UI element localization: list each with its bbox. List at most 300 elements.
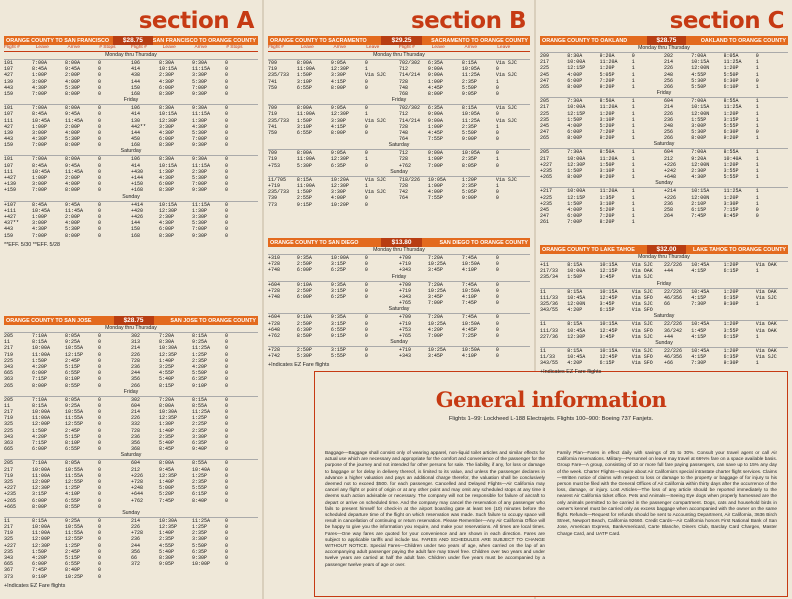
arrival-time: 6:55P bbox=[64, 370, 80, 377]
departure-time: 2:30P bbox=[158, 72, 174, 79]
flight-number: +265 bbox=[4, 497, 17, 504]
flight-number: 236 bbox=[131, 363, 141, 370]
departure-time: 10:15A bbox=[691, 59, 710, 66]
stops: 0 bbox=[224, 542, 228, 549]
departure-time: 6:55P bbox=[296, 84, 312, 91]
stops: 0 bbox=[224, 548, 228, 555]
day-group-columns bbox=[268, 314, 530, 339]
arrival-time: 7:45A bbox=[461, 314, 477, 321]
flight-number: 373 bbox=[4, 573, 14, 580]
departure-time: 4:55P bbox=[158, 542, 174, 549]
day-group-label: Sunday bbox=[4, 194, 258, 202]
departure-time: 1:40P bbox=[158, 478, 174, 485]
flight-number: 719 bbox=[268, 156, 278, 163]
departure-time: 4:30P bbox=[691, 174, 707, 181]
stops: 1 bbox=[631, 98, 635, 105]
day-group-columns bbox=[4, 202, 258, 239]
arrival-time: 9:30P bbox=[723, 360, 739, 367]
departure-time: 7:10A bbox=[31, 333, 47, 339]
departure-time: 12:15P bbox=[567, 110, 586, 117]
departure-time: 4:15P bbox=[691, 354, 707, 361]
arrival-time: 2:35P bbox=[191, 427, 207, 434]
stops: 1 bbox=[755, 300, 759, 307]
flight-number: 604 bbox=[131, 402, 141, 409]
stops: 0 bbox=[364, 129, 368, 136]
flight-number: 226 bbox=[131, 351, 141, 358]
stops: 0 bbox=[97, 111, 101, 118]
left-direction-column bbox=[4, 397, 131, 453]
departure-time: 10:45A bbox=[567, 354, 586, 361]
stops: 0 bbox=[364, 201, 368, 208]
flight-number: 768 bbox=[399, 90, 409, 97]
stops: 0 bbox=[224, 123, 228, 130]
flight-number: +719 bbox=[399, 261, 412, 268]
flight-number: 343 bbox=[4, 555, 14, 561]
stops: 0 bbox=[224, 111, 228, 118]
arrival-time: 12:30P bbox=[330, 66, 349, 73]
arrival-time: 11:15A bbox=[191, 162, 210, 169]
arrival-time: 5:05P bbox=[461, 189, 477, 196]
arrival-time: 12:55P bbox=[64, 478, 83, 485]
arrival-time: 9:45A bbox=[64, 66, 80, 73]
stops: 0 bbox=[224, 363, 228, 370]
departure-time: 6:00P bbox=[158, 181, 174, 188]
arrival-time: 6:15P bbox=[599, 307, 615, 314]
flight-number: 11 bbox=[4, 339, 11, 346]
departure-time: 8:15A bbox=[296, 176, 312, 183]
stops: 1 bbox=[631, 104, 635, 111]
day-group-label: Sunday bbox=[4, 510, 258, 518]
stops: 0 bbox=[224, 409, 228, 416]
arrival-time: 2:00P bbox=[64, 72, 80, 79]
flight-number: +709 bbox=[399, 255, 412, 261]
arrival-time: 8:55P bbox=[64, 382, 80, 389]
route-footnote: +Indicates EZ Fare flights bbox=[540, 369, 602, 376]
stops: 0 bbox=[364, 150, 368, 157]
arrival-time: 5:55P bbox=[330, 353, 346, 360]
stops: 1 bbox=[755, 135, 759, 142]
stops: 0 bbox=[97, 333, 101, 339]
arrival-time: 4:20P bbox=[191, 363, 207, 370]
stops: Via SJC bbox=[364, 176, 386, 183]
stops: 1 bbox=[364, 111, 368, 118]
flight-number: 764 bbox=[399, 136, 409, 143]
departure-time: 8:45A bbox=[31, 201, 47, 208]
stops: 1 bbox=[631, 161, 635, 168]
flight-number: 264 bbox=[664, 213, 674, 220]
right-direction-column bbox=[664, 98, 788, 141]
stops: 1 bbox=[495, 78, 499, 85]
column-header: # Stops bbox=[226, 45, 243, 50]
departure-time: 7:30A bbox=[567, 149, 583, 156]
arrival-time: 9:45A bbox=[64, 201, 80, 208]
arrival-time: 8:20P bbox=[599, 219, 615, 226]
arrival-time: 3:45P bbox=[599, 300, 615, 307]
stops: 1 bbox=[631, 188, 635, 195]
flight-number: +139 bbox=[4, 181, 17, 188]
departure-time: 8:00A bbox=[296, 150, 312, 157]
stops: 1 bbox=[755, 83, 759, 90]
flight-number: 245 bbox=[540, 122, 550, 129]
flight-number: 248 bbox=[664, 71, 674, 78]
flight-number: 236 bbox=[131, 433, 141, 440]
stops: 0 bbox=[224, 129, 228, 136]
arrival-time: 8:10P bbox=[64, 440, 80, 446]
flight-number: 414 bbox=[131, 66, 141, 73]
stops: 0 bbox=[495, 84, 499, 91]
flight-number: 107 bbox=[4, 66, 14, 73]
departure-time: 8:50P bbox=[296, 332, 312, 339]
stops: Via SJC bbox=[755, 294, 777, 301]
arrival-time: 11:25A bbox=[191, 345, 210, 352]
flight-number: 702/302 bbox=[399, 105, 421, 112]
departure-time: 3:00P bbox=[691, 122, 707, 129]
flight-number: +604 bbox=[268, 281, 281, 288]
day-group-label: Friday bbox=[4, 97, 258, 105]
arrival-time: 2:45P bbox=[64, 548, 80, 555]
day-group-columns bbox=[540, 348, 788, 367]
arrival-time: 11:15A bbox=[191, 201, 210, 208]
departure-time: 1:00P bbox=[31, 123, 47, 130]
departure-time: 1:00P bbox=[31, 72, 47, 79]
arrival-time: 10:40A bbox=[191, 466, 210, 473]
right-direction-column bbox=[131, 460, 258, 510]
stops: 0 bbox=[97, 142, 101, 149]
departure-time: 1:30P bbox=[158, 168, 174, 175]
flight-number: 217 bbox=[540, 59, 550, 66]
flight-number: 106 bbox=[131, 156, 141, 163]
departure-time: 7:00A bbox=[31, 105, 47, 112]
stops: 0 bbox=[97, 136, 101, 143]
stops: Via OAK bbox=[755, 327, 777, 334]
flight-row bbox=[399, 195, 530, 201]
departure-time: 9:15P bbox=[296, 201, 312, 208]
departure-time: 7:15P bbox=[31, 440, 47, 446]
stops: 0 bbox=[495, 287, 499, 294]
flight-number: 101 bbox=[4, 156, 14, 163]
departure-time: 5:20P bbox=[158, 491, 174, 498]
day-group bbox=[268, 97, 530, 142]
flight-number: +644 bbox=[131, 491, 144, 498]
route-from-label: ORANGE COUNTY TO LAKE TAHOE bbox=[542, 246, 635, 253]
flight-number: 235/733 bbox=[268, 72, 290, 79]
arrival-time: 2:00P bbox=[64, 123, 80, 130]
stops: 0 bbox=[224, 555, 228, 561]
departure-time: 7:20A bbox=[427, 255, 443, 261]
stops: 1 bbox=[755, 200, 759, 207]
departure-time: 10:00A bbox=[567, 268, 586, 275]
departure-time: 8:00A bbox=[296, 105, 312, 112]
flight-number: 66 bbox=[131, 555, 138, 561]
stops: 0 bbox=[224, 345, 228, 352]
arrival-time: 9:25A bbox=[191, 339, 207, 346]
flight-number: 714/214 bbox=[399, 72, 421, 79]
departure-time: 1:40P bbox=[158, 427, 174, 434]
arrival-time: 1:25P bbox=[191, 415, 207, 422]
right-direction-column bbox=[131, 397, 258, 453]
day-group-label: Friday bbox=[540, 90, 788, 98]
departure-time: 1:50P bbox=[296, 189, 312, 196]
arrival-time: 3:45P bbox=[599, 333, 615, 340]
flight-number: +604 bbox=[268, 314, 281, 321]
stops: 0 bbox=[224, 201, 228, 208]
stops: 0 bbox=[495, 347, 499, 354]
stops: 0 bbox=[224, 156, 228, 163]
stops: 0 bbox=[224, 357, 228, 364]
stops: Via SJC bbox=[631, 274, 653, 281]
stops: Via SJC bbox=[631, 333, 653, 340]
flight-row bbox=[268, 353, 399, 359]
departure-time: 7:00P bbox=[31, 142, 47, 149]
departure-time: 6:00P bbox=[31, 497, 47, 504]
stops: 1 bbox=[755, 155, 759, 162]
flight-number: 235/733 bbox=[268, 189, 290, 196]
departure-time: 4:00P bbox=[567, 71, 583, 78]
arrival-time: 8:45P bbox=[723, 213, 739, 220]
departure-time: 3:10P bbox=[296, 123, 312, 130]
stops: 0 bbox=[97, 466, 101, 473]
departure-time: 6:00P bbox=[158, 84, 174, 91]
column-header: # Stops bbox=[99, 45, 116, 50]
stops: 1 bbox=[755, 116, 759, 123]
flight-number: +426 bbox=[131, 213, 144, 220]
stops: 0 bbox=[224, 136, 228, 143]
arrival-time: 1:20P bbox=[723, 262, 739, 268]
arrival-time: 6:55P bbox=[64, 446, 80, 453]
flight-number: +227 bbox=[540, 161, 553, 168]
flight-number: 719 bbox=[4, 472, 14, 479]
stops: 0 bbox=[97, 573, 101, 580]
day-group bbox=[4, 97, 258, 148]
arrival-time: 7:20P bbox=[599, 213, 615, 220]
arrival-time: 1:20P bbox=[723, 110, 739, 117]
arrival-time: 8:00P bbox=[64, 232, 80, 239]
route-footnote: +Indicates EZ Fare flights bbox=[268, 362, 330, 369]
flight-number: +235 bbox=[4, 491, 17, 498]
departure-time: 7:45P bbox=[31, 567, 47, 574]
flight-number: +235 bbox=[540, 200, 553, 207]
departure-time: 1:00P bbox=[427, 156, 443, 163]
flight-number: +265 bbox=[540, 174, 553, 181]
departure-time: 8:30P bbox=[158, 555, 174, 561]
arrival-time: 5:15P bbox=[64, 433, 80, 440]
flight-number: 205 bbox=[4, 460, 14, 467]
flight-number: 159 bbox=[4, 90, 14, 97]
stops: Via SFO bbox=[631, 327, 653, 334]
flight-number: 759 bbox=[268, 84, 278, 91]
arrival-time: 2:35P bbox=[191, 357, 207, 364]
departure-time: 10:45A bbox=[31, 207, 50, 214]
arrival-time: 6:55P bbox=[64, 561, 80, 568]
stops: 1 bbox=[631, 149, 635, 156]
departure-time: 1:55P bbox=[691, 116, 707, 123]
stops: 0 bbox=[224, 333, 228, 339]
arrival-time: 5:50P bbox=[191, 542, 207, 549]
departure-time: 11:00A bbox=[31, 415, 50, 422]
day-group-columns bbox=[540, 53, 788, 90]
arrival-time: 5:20P bbox=[599, 122, 615, 129]
arrival-time: 5:30P bbox=[191, 220, 207, 227]
stops: 0 bbox=[495, 300, 499, 307]
flight-row bbox=[131, 498, 258, 504]
arrival-time: 2:35P bbox=[461, 156, 477, 163]
departure-time: 7:20A bbox=[158, 333, 174, 339]
day-group bbox=[540, 180, 788, 225]
arrival-time: 3:10P bbox=[599, 200, 615, 207]
flight-number: 759 bbox=[268, 129, 278, 136]
departure-time: 8:30P bbox=[158, 142, 174, 149]
flight-number: 748 bbox=[399, 84, 409, 91]
stops: 1 bbox=[631, 219, 635, 226]
stops: 0 bbox=[97, 524, 101, 531]
arrival-time: 11:25A bbox=[191, 517, 210, 524]
stops: 1 bbox=[631, 200, 635, 207]
flight-number: 718/226 bbox=[399, 176, 421, 183]
flight-number: +310 bbox=[268, 255, 281, 261]
day-group-columns bbox=[268, 150, 530, 169]
arrival-time: 1:30P bbox=[191, 117, 207, 124]
flight-number: 205 bbox=[540, 98, 550, 105]
stops: 0 bbox=[97, 396, 101, 403]
stops: 0 bbox=[97, 370, 101, 377]
stops: 0 bbox=[97, 220, 101, 227]
flight-number: 150 bbox=[131, 84, 141, 91]
day-group bbox=[268, 247, 530, 274]
day-group-columns bbox=[540, 149, 788, 180]
arrival-time: 6:10P bbox=[723, 83, 739, 90]
stops: 0 bbox=[224, 351, 228, 358]
left-direction-column bbox=[4, 333, 131, 389]
arrival-time: 3:30P bbox=[723, 200, 739, 207]
stops: 0 bbox=[97, 226, 101, 233]
arrival-time: 4:10P bbox=[461, 293, 477, 300]
arrival-time: 12:45P bbox=[599, 294, 618, 301]
arrival-time: 8:40P bbox=[191, 497, 207, 504]
departure-time: 6:00P bbox=[296, 267, 312, 274]
departure-time: 2:30P bbox=[691, 168, 707, 174]
departure-time: 2:30P bbox=[158, 213, 174, 220]
flight-number: 748 bbox=[399, 129, 409, 136]
arrival-time: 12:55P bbox=[64, 536, 83, 543]
right-direction-column bbox=[664, 289, 788, 314]
arrival-time: 1:50P bbox=[599, 161, 615, 168]
flight-number: 217 bbox=[4, 409, 14, 416]
flight-number: 665 bbox=[4, 446, 14, 453]
departure-time: 1:50P bbox=[31, 357, 47, 364]
column-header: Leave bbox=[162, 45, 176, 50]
flight-number: 101 bbox=[4, 105, 14, 112]
stops: 0 bbox=[364, 255, 368, 261]
flight-number: 709 bbox=[268, 150, 278, 157]
route-from-label: ORANGE COUNTY TO SAN JOSE bbox=[6, 317, 92, 324]
arrival-time: 9:45A bbox=[64, 162, 80, 169]
flight-row bbox=[268, 85, 399, 91]
departure-time: 10:00A bbox=[31, 345, 50, 352]
flight-number: 235/733 bbox=[268, 117, 290, 124]
arrival-time: 9:05A bbox=[330, 105, 346, 112]
right-direction-column bbox=[399, 314, 530, 339]
departure-time: 9:00A bbox=[427, 72, 443, 79]
arrival-time: 7:15P bbox=[723, 206, 739, 213]
arrival-time: 8:00A bbox=[64, 156, 80, 163]
arrival-time: 10:05A bbox=[461, 111, 480, 118]
flight-row bbox=[131, 233, 258, 239]
departure-time: 4:30P bbox=[158, 220, 174, 227]
departure-time: 12:00N bbox=[691, 110, 710, 117]
stops: 0 bbox=[224, 232, 228, 239]
departure-time: 2:35P bbox=[158, 433, 174, 440]
day-group-label: Monday thru Thursday bbox=[268, 52, 530, 60]
stops: 0 bbox=[97, 415, 101, 422]
arrival-time: 12:45P bbox=[599, 327, 618, 334]
stops: 0 bbox=[97, 542, 101, 549]
arrival-time: 3:15P bbox=[330, 287, 346, 294]
right-direction-column bbox=[664, 53, 788, 90]
arrival-time: 10:55A bbox=[64, 345, 83, 352]
departure-time: 1:00P bbox=[427, 183, 443, 189]
arrival-time: 6:55P bbox=[330, 326, 346, 333]
stops: 0 bbox=[224, 168, 228, 175]
stops: 0 bbox=[97, 567, 101, 574]
stops: 0 bbox=[97, 123, 101, 130]
stops: Via SFO bbox=[631, 307, 653, 314]
arrival-time: 11:55A bbox=[64, 415, 83, 422]
stops: 0 bbox=[97, 491, 101, 498]
arrival-time: 1:20P bbox=[461, 176, 477, 183]
arrival-time: 2:35P bbox=[461, 78, 477, 85]
route-fare: $32.00 bbox=[647, 245, 686, 254]
stops: 1 bbox=[631, 194, 635, 201]
departure-time: 11:00A bbox=[296, 111, 315, 118]
stops: 1 bbox=[755, 71, 759, 78]
stops: 0 bbox=[631, 53, 635, 59]
flight-number: 247 bbox=[540, 129, 550, 136]
departure-time: 10:25A bbox=[427, 347, 446, 354]
day-group bbox=[268, 306, 530, 339]
flight-number: 217 bbox=[4, 345, 14, 352]
stops: 0 bbox=[97, 90, 101, 97]
stops: Via SJC bbox=[755, 354, 777, 361]
departure-time: 3:45P bbox=[427, 293, 443, 300]
flight-number: 302 bbox=[131, 396, 141, 403]
departure-time: 8:45A bbox=[31, 111, 47, 118]
arrival-time: 8:55A bbox=[723, 149, 739, 156]
stops: Via OAK bbox=[755, 262, 777, 268]
stops: 0 bbox=[224, 213, 228, 220]
stops: Via SFO bbox=[631, 294, 653, 301]
flight-number: 236 bbox=[664, 116, 674, 123]
stops: 0 bbox=[224, 524, 228, 531]
stops: Via SJC bbox=[495, 105, 517, 112]
day-group bbox=[4, 52, 258, 97]
arrival-time: 12:55P bbox=[64, 421, 83, 428]
arrival-time: 6:35P bbox=[191, 376, 207, 383]
flight-number: 325 bbox=[4, 421, 14, 428]
arrival-time: 5:55P bbox=[723, 122, 739, 129]
departure-time: 1:40P bbox=[158, 357, 174, 364]
flight-number: +719 bbox=[268, 183, 281, 189]
departure-time: 8:30P bbox=[158, 187, 174, 194]
departure-time: 8:15P bbox=[158, 382, 174, 389]
flight-number: +343 bbox=[399, 293, 412, 300]
departure-time: 2:55P bbox=[296, 195, 312, 202]
arrival-time: 6:35P bbox=[191, 440, 207, 446]
arrival-time: 4:00P bbox=[64, 129, 80, 136]
stops: 1 bbox=[495, 156, 499, 163]
arrival-time: 7:20P bbox=[599, 77, 615, 84]
stops: 0 bbox=[97, 536, 101, 543]
arrival-time: 12:15P bbox=[599, 268, 618, 275]
